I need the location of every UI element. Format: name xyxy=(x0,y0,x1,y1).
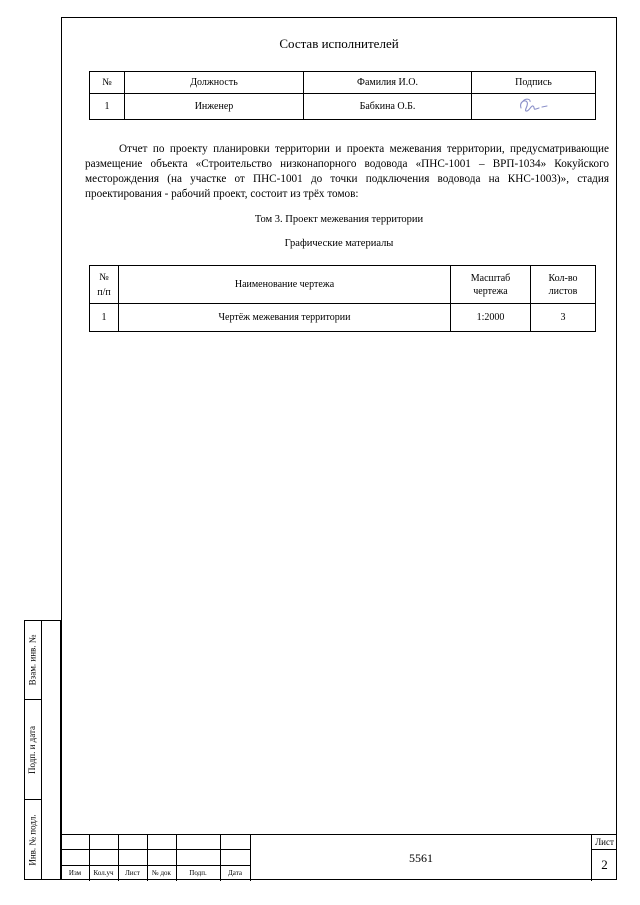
drawings-header-num-label: № п/п xyxy=(97,271,111,298)
page-title: Состав исполнителей xyxy=(279,36,399,51)
executors-header-position: Должность xyxy=(125,72,304,94)
handwritten-signature xyxy=(517,96,551,114)
stamp-label-ndok: № док xyxy=(152,869,171,877)
drawings-header-num xyxy=(90,266,119,304)
side-stamp-inv-vzam xyxy=(24,620,42,700)
stamp-label-data: Дата xyxy=(228,869,242,877)
side-stamp-inv-podl-label: Инв. № подл. xyxy=(27,814,38,866)
table-row xyxy=(90,94,596,120)
table-row xyxy=(90,304,596,332)
drawing-scale: 1:2000 xyxy=(451,304,531,332)
sheet-number: 2 xyxy=(601,857,608,872)
drawings-header-name: Наименование чертежа xyxy=(119,266,451,304)
drawings-header-scale xyxy=(451,266,531,304)
executor-num: 1 xyxy=(90,94,125,120)
drawings-table xyxy=(89,265,596,332)
drawing-sheets: 3 xyxy=(531,304,596,332)
side-stamp-podp-data-label: Подп. и дата xyxy=(27,725,38,774)
section-title: Графические материалы xyxy=(284,238,394,249)
drawings-header-sheets-label: Кол-во листов xyxy=(548,272,578,297)
volume-title: Том 3. Проект межевания территории xyxy=(254,214,424,225)
drawings-header-sheets xyxy=(531,266,596,304)
stamp-label-kolvo: Кол.уч xyxy=(93,869,114,877)
body-paragraph: Отчет по проекту планировки территории и проекта межевания территории, предусматривающие размещение объекта «Строительство низконапорного водовода «ПНС-1001 – ВРП-1034» Кокуйского месторождения (на участке от ПНС-1001 до точки подключения водовода на КНС-1003)», стадия проектирования - рабочий проект, состоит из трёх томов: xyxy=(85,143,609,200)
executors-table xyxy=(89,71,596,120)
document-code: 5561 xyxy=(409,851,433,865)
executors-header-num: № xyxy=(90,72,125,94)
drawing-name: Чертёж межевания территории xyxy=(119,304,451,332)
stamp-label-list: Лист xyxy=(125,869,140,877)
side-stamp-inv-vzam-label: Взам. инв. № xyxy=(27,634,38,685)
drawings-header-scale-label: Масштаб чертежа xyxy=(470,272,511,297)
stamp-label-podp: Подп. xyxy=(189,869,207,877)
executors-header-name: Фамилия И.О. xyxy=(304,72,472,94)
executor-signature-cell xyxy=(472,94,596,120)
side-stamp-podp-data xyxy=(24,700,42,800)
executor-position: Инженер xyxy=(125,94,304,120)
title-block xyxy=(61,834,617,880)
executor-name: Бабкина О.Б. xyxy=(304,94,472,120)
side-stamp-inv-podl xyxy=(24,800,42,880)
stamp-label-izm: Изм xyxy=(68,869,82,877)
sheet-label: Лист xyxy=(595,837,614,847)
executors-header-signature: Подпись xyxy=(472,72,596,94)
drawing-num: 1 xyxy=(90,304,119,332)
